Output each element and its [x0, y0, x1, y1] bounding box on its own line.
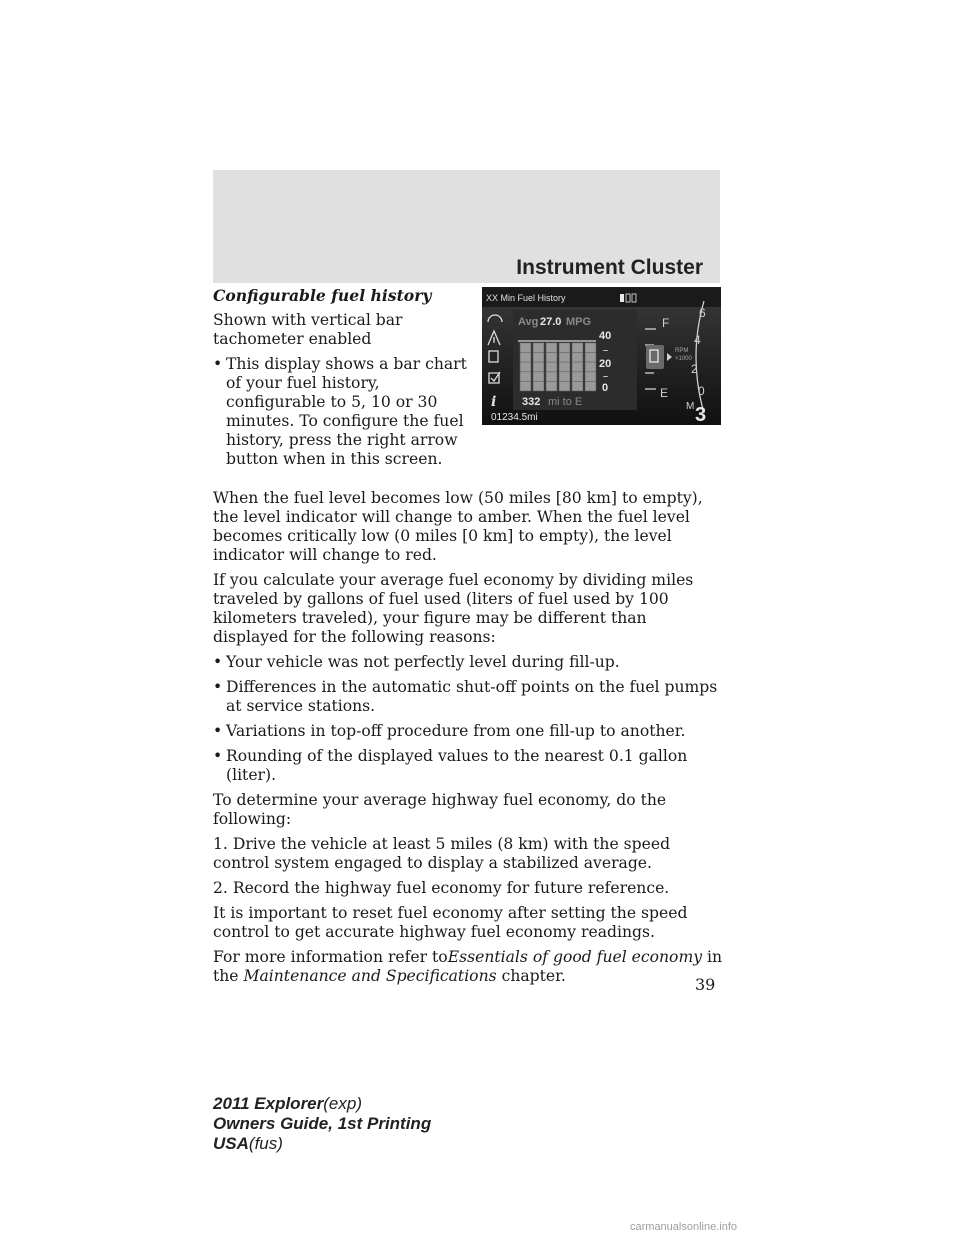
gear-indicator: 3 [695, 404, 707, 425]
scale-label-bottom: 0 [602, 382, 609, 394]
paragraph-reset: It is important to reset fuel economy after setting the speed control to get accurate highway fuel economy readings. [213, 904, 688, 941]
rpm-tick-2: 2 [691, 362, 698, 376]
rpm-multiplier: ×1000 [675, 356, 692, 362]
avg-value: 27.0 [540, 316, 562, 328]
bullet-icon: • [213, 653, 223, 671]
intro-paragraph: Shown with vertical bar tachometer enabled [213, 311, 403, 348]
list-item: • Differences in the automatic shut-off points on the fuel pumps at service stations. [213, 678, 718, 715]
info-icon: i [491, 394, 497, 410]
section-heading: Configurable fuel history [213, 286, 432, 305]
display-title: XX Min Fuel History [486, 293, 566, 303]
rpm-tick-0: 0 [698, 384, 705, 398]
list-item: • Variations in top-off procedure from one fill-up to another. [213, 722, 686, 740]
scale-label-top: 40 [599, 330, 612, 342]
list-item: • This display shows a bar chart of your fuel history, configurable to 5, 10 or 30 minutes. To configure the fuel history, press the right arrow button when in this screen. [213, 355, 467, 468]
reference-chapter: Maintenance and Specifications [243, 967, 497, 985]
range-unit: mi to E [548, 396, 583, 408]
bullet-icon: • [213, 747, 223, 765]
list-item: • Rounding of the displayed values to the nearest 0.1 gallon (liter). [213, 747, 688, 784]
paragraph-calculation: If you calculate your average fuel economy by dividing miles traveled by gallons of fuel used (liters of fuel used by 100 kilometers traveled), your figure may be different than displayed for the following reasons: [213, 571, 694, 646]
rpm-tick-6: 6 [699, 306, 706, 320]
intro-column [213, 311, 471, 469]
rpm-tick-4: 4 [694, 333, 701, 347]
scale-tick: – [603, 371, 609, 381]
bullet-icon: • [213, 722, 223, 740]
fuel-full-label: F [662, 316, 670, 330]
body-text [213, 286, 723, 992]
scale-label-mid: 20 [599, 358, 612, 370]
header-band [213, 170, 720, 283]
reasons-list [213, 653, 723, 785]
paragraph-low-fuel: When the fuel level becomes low (50 miles [80 km] to empty), the level indicator will change to amber. When the fuel level becomes critically low (0 miles [0 km] to empty), the level indicator will change to red. [213, 489, 703, 564]
step-2: 2. Record the highway fuel economy for future reference. [213, 879, 670, 897]
step-1: 1. Drive the vehicle at least 5 miles (8 km) with the speed control system engaged to display a stabilized average. [213, 835, 671, 872]
list-item: • Your vehicle was not perfectly level during fill-up. [213, 653, 620, 671]
avg-unit: MPG [566, 316, 592, 328]
fuel-empty-label: E [660, 386, 669, 400]
section-title: Instrument Cluster [516, 256, 703, 279]
page-number: 39 [695, 975, 716, 994]
rpm-label: RPM [675, 348, 689, 354]
paragraph-more-info: For more information refer toEssentials of good fuel economy in the Maintenance and Specifications chapter. [213, 948, 723, 985]
odometer: 01234.5mi [491, 412, 538, 423]
paragraph-highway-intro: To determine your average highway fuel economy, do the following: [213, 791, 667, 828]
avg-label: Avg [518, 316, 539, 328]
gear-mode: M [686, 401, 695, 412]
footer: 2011 Explorer(exp) Owners Guide, 1st Printing USA(fus) [213, 1094, 432, 1153]
watermark: carmanualsonline.info [630, 1221, 738, 1233]
bullet-icon: • [213, 678, 223, 696]
bullet-icon: • [213, 355, 223, 373]
range-value: 332 [522, 396, 541, 408]
scale-tick: – [603, 345, 609, 355]
reference-fuel-economy: Essentials of good fuel economy [447, 948, 703, 966]
